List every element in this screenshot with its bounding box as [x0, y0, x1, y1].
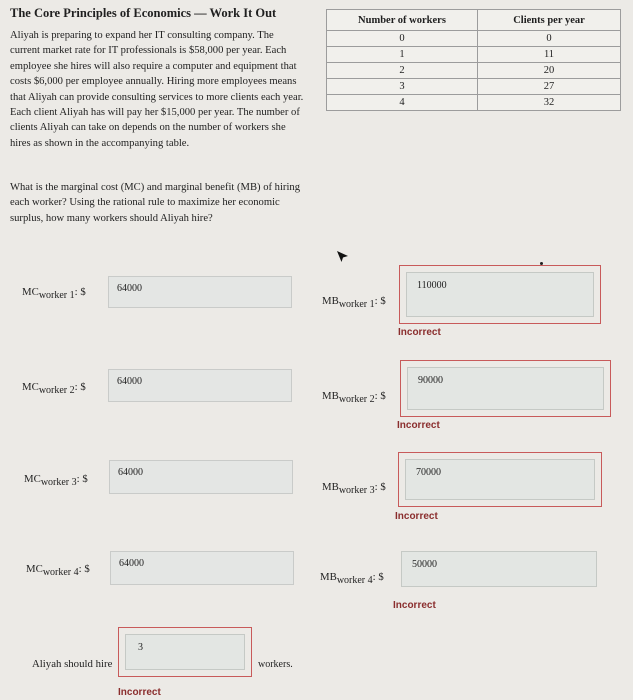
mc-suffix: : $	[74, 286, 86, 298]
mc-suffix: : $	[76, 473, 88, 485]
mc-sub: worker 4	[42, 567, 79, 578]
mb-worker-4-label	[320, 571, 384, 586]
mc-prefix: MC	[22, 381, 39, 393]
mb-worker-2-field	[400, 360, 611, 417]
table-cell: 20	[478, 63, 621, 79]
mb-suffix: : $	[374, 295, 386, 307]
mb-sub: worker 2	[338, 394, 375, 405]
mb-worker-2-label	[322, 390, 386, 405]
table-cell: 1	[327, 47, 478, 63]
mb-sub: worker 4	[336, 575, 373, 586]
mouse-cursor-icon	[336, 250, 350, 269]
table-cell: 4	[327, 95, 478, 111]
mb-worker-2-input[interactable]: 90000	[407, 367, 604, 410]
table-cell: 3	[327, 79, 478, 95]
mb-sub: worker 1	[338, 299, 375, 310]
table-row	[327, 47, 621, 63]
problem-title: The Core Principles of Economics — Work It Out	[10, 6, 277, 20]
mc-prefix: MC	[22, 286, 39, 298]
mb-worker-1-label	[322, 295, 386, 310]
mc-worker-3-label	[24, 473, 88, 488]
table-header-clients: Clients per year	[478, 10, 621, 31]
mc-prefix: MC	[26, 563, 43, 575]
table-cell: 27	[478, 79, 621, 95]
mb-prefix: MB	[320, 571, 337, 583]
mb-prefix: MB	[322, 295, 339, 307]
problem-question: What is the marginal cost (MC) and marginal benefit (MB) of hiring each worker? Using the rational rule to maximize her economic surplus, how many workers should Aliyah hire?	[10, 182, 300, 224]
hire-unit: workers.	[258, 659, 293, 670]
mb-worker-4-field	[394, 544, 604, 594]
mb-worker-3-label	[322, 481, 386, 496]
table-row	[327, 31, 621, 47]
table-cell: 0	[327, 31, 478, 47]
mb-sub: worker 3	[338, 485, 375, 496]
mb-worker-3-field	[398, 452, 602, 507]
mb-worker-1-feedback: Incorrect	[398, 327, 441, 338]
hire-input[interactable]: 3	[125, 634, 245, 670]
table-row	[327, 79, 621, 95]
mb-suffix: : $	[374, 481, 386, 493]
table-cell: 2	[327, 63, 478, 79]
table-cell: 0	[478, 31, 621, 47]
mc-worker-4-label	[26, 563, 90, 578]
mb-prefix: MB	[322, 390, 339, 402]
workers-clients-table	[326, 9, 621, 111]
table-header-workers: Number of workers	[327, 10, 478, 31]
mb-worker-1-input[interactable]: 110000	[406, 272, 594, 317]
table-row	[327, 95, 621, 111]
mc-worker-1-label	[22, 286, 86, 301]
mc-worker-4-input[interactable]: 64000	[110, 551, 294, 585]
mc-worker-3-input[interactable]: 64000	[109, 460, 293, 494]
mc-suffix: : $	[74, 381, 86, 393]
table-cell: 32	[478, 95, 621, 111]
mc-worker-2-label	[22, 381, 86, 396]
mb-worker-4-feedback: Incorrect	[393, 600, 436, 611]
hire-feedback: Incorrect	[118, 687, 161, 698]
problem-description: Aliyah is preparing to expand her IT consulting company. The current market rate for IT professionals is $58,000 per year. Each employee she hires will also require a computer and equipment that costs $6,000 per employee annually. Hiring more employees means that Aliyah can provide consulting services to more clients each year. Each client Aliyah has will pay her $15,000 per year. The number of clients Aliyah can take on depends on the number of workers she hires as shown in the accompanying table.	[10, 30, 304, 149]
mb-suffix: : $	[372, 571, 384, 583]
mb-worker-3-feedback: Incorrect	[395, 511, 438, 522]
mb-worker-1-field	[399, 265, 601, 324]
table-cell: 11	[478, 47, 621, 63]
mb-worker-2-feedback: Incorrect	[397, 420, 440, 431]
mb-suffix: : $	[374, 390, 386, 402]
mb-worker-4-input[interactable]: 50000	[401, 551, 597, 587]
mc-worker-1-input[interactable]: 64000	[108, 276, 292, 308]
mc-prefix: MC	[24, 473, 41, 485]
hire-field	[118, 627, 252, 677]
mc-suffix: : $	[78, 563, 90, 575]
hire-label: Aliyah should hire	[32, 658, 113, 670]
mb-worker-3-input[interactable]: 70000	[405, 459, 595, 500]
mc-sub: worker 3	[40, 477, 77, 488]
mc-sub: worker 1	[38, 290, 75, 301]
table-row	[327, 63, 621, 79]
mb-prefix: MB	[322, 481, 339, 493]
mc-worker-2-input[interactable]: 64000	[108, 369, 292, 402]
mc-sub: worker 2	[38, 385, 75, 396]
